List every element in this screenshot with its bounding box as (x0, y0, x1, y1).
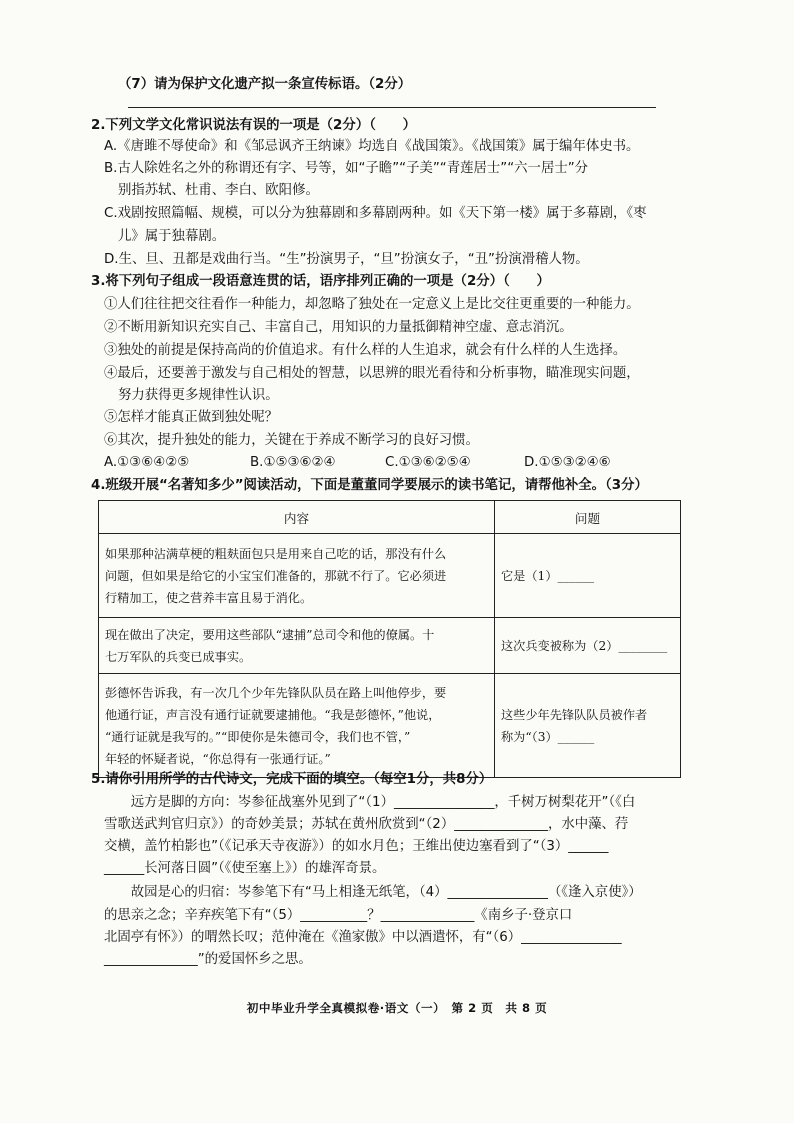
q5-line-6: 的思亲之念；辛弃疾笔下有“（5）__________？______________《南乡子·登京口 (104, 908, 573, 923)
q5-line-3: 交横，盖竹柏影也”（《记承天寺夜游》）的如水月色；王维出使边塞看到了“（3）______ (104, 839, 609, 854)
q2-option-b: B.古人除姓名之外的称谓还有字、号等，如“子瞻”“子美”“青莲居士”“六一居士”分 (104, 161, 589, 176)
q5-line-2: 雪歌送武判官归京》）的奇妙美景；苏轼在黄州欣赏到“（2）______________，水中藻、荇 (104, 817, 629, 832)
reading-notes-table (98, 500, 681, 778)
q3-choice-a: A.①③⑥④②⑤ (104, 455, 190, 470)
row-1-content: 如果那种沾满草梗的粗麸面包只是用来自己吃的话，那没有什么 问题，但如果是给它的小宝宝们准备的，那就不行了。它必须进 行精加工，使之营养丰富且易于消化。 (99, 534, 495, 618)
q3-sentence-1: ①人们往往把交往看作一种能力，却忽略了独处在一定意义上是比交往更重要的一种能力。 (104, 297, 640, 312)
row-1-question: 它是（1）______ (495, 534, 681, 618)
row-2-question: 这次兵变被称为（2）________ (495, 618, 681, 674)
table-row (99, 618, 681, 674)
q2-option-d: D.生、旦、丑都是戏曲行当。“生”扮演男子，“旦”扮演女子，“丑”扮演滑稽人物。 (104, 252, 589, 267)
table-header-row (99, 501, 681, 534)
q5-line-8: ______________”的爱国怀乡之思。 (104, 952, 312, 967)
q3-sentence-4-cont: 努力获得更多规律性认识。 (118, 388, 279, 403)
table-row (99, 674, 681, 778)
q3-stem: 3.将下列句子组成一段语意连贯的话，语序排列正确的一项是（2分）（ ） (91, 274, 550, 289)
q3-sentence-2: ②不断用新知识充实自己、丰富自己，用知识的力量抵御精神空虚、意志消沉。 (104, 320, 573, 335)
q3-sentence-6: ⑥其次，提升独处的能力，关键在于养成不断学习的良好习惯。 (104, 433, 479, 448)
q5-stem: 5.请你引用所学的古代诗文，完成下面的填空。（每空1分，共8分） (91, 772, 493, 787)
header-question: 问题 (495, 501, 681, 534)
q2-stem: 2.下列文学文化常识说法有误的一项是（2分）（ ） (91, 118, 417, 133)
q5-line-1: 远方是脚的方向：岑参征战塞外见到了“（1）_______________，千树万树梨花开”（《白 (104, 795, 636, 810)
q2-option-a: A.《唐雎不辱使命》和《邹忌讽齐王纳谏》均选自《战国策》。《战国策》属于编年体史书。 (104, 139, 640, 154)
q5-line-4: ______长河落日圆”（《使至塞上》）的雄浑奇景。 (104, 861, 386, 876)
q3-choice-d: D.①⑤③②④⑥ (524, 455, 611, 470)
q2-option-b-cont: 别指苏轼、杜甫、李白、欧阳修。 (118, 183, 319, 198)
row-3-question: 这些少年先锋队队员被作者 称为“（3）______ (495, 674, 681, 778)
page-footer: 初中毕业升学全真模拟卷·语文（一） 第 2 页 共 8 页 (246, 1001, 548, 1015)
q5-line-5: 故园是心的归宿：岑参笔下有“马上相逢无纸笔，（4）_______________（《逢入京使》） (104, 885, 642, 900)
q4-stem: 4.班级开展“名著知多少”阅读活动，下面是董董同学要展示的读书笔记，请帮他补全。（3分） (91, 478, 648, 493)
q2-option-c-cont: 儿》属于独幕剧。 (118, 229, 226, 244)
answer-line (128, 107, 656, 108)
q1-7-prompt: （7）请为保护文化遗产拟一条宣传标语。（2分） (118, 77, 412, 92)
table-row (99, 534, 681, 618)
q3-choice-b: B.①⑤③⑥②④ (250, 455, 336, 470)
q3-sentence-4: ④最后，还要善于激发与自己相处的智慧，以思辨的眼光看待和分析事物，瞄准现实问题， (104, 366, 640, 381)
header-content: 内容 (99, 501, 495, 534)
q2-option-c: C.戏剧按照篇幅、规模，可以分为独幕剧和多幕剧两种。如《天下第一楼》属于多幕剧，《枣 (104, 206, 647, 221)
q5-line-7: 北固亭有怀》）的喟然长叹；范仲淹在《渔家傲》中以酒遣怀，有“（6）_______________ (104, 930, 622, 945)
row-3-content: 彭德怀告诉我，有一次几个少年先锋队队员在路上叫他停步，要 他通行证，声言没有通行证就要逮捕他。“我是彭德怀，”他说， “通行证就是我写的。”“即使你是朱德司令，我们也不管，” 年轻的怀疑者说，“你总得有一张通行证。” (99, 674, 495, 778)
q3-choice-c: C.①③⑥②⑤④ (385, 455, 471, 470)
q3-sentence-3: ③独处的前提是保持高尚的价值追求。有什么样的人生追求，就会有什么样的人生选择。 (104, 343, 627, 358)
row-2-content: 现在做出了决定，要用这些部队“逮捕”总司令和他的僚属。十 七万军队的兵变已成事实。 (99, 618, 495, 674)
q3-sentence-5: ⑤怎样才能真正做到独处呢？ (104, 410, 279, 425)
